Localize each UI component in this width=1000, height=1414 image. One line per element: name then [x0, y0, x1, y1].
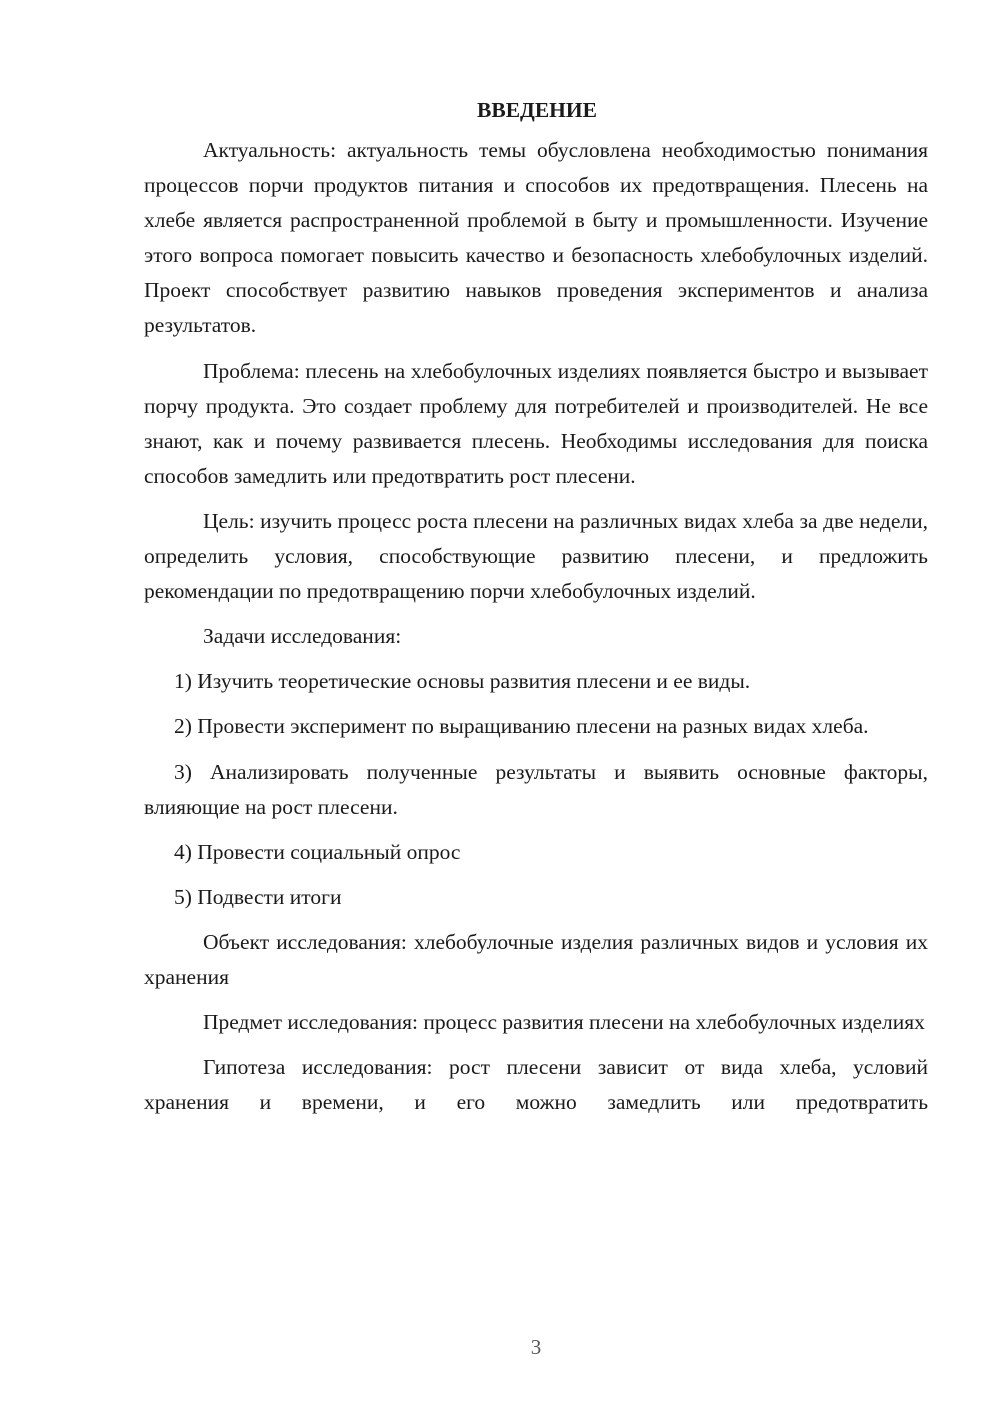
paragraph-relevance: Актуальность: актуальность темы обусловлена необходимостью понимания процессов порчи продуктов питания и способов их предотвращения. Плесень на хлебе является распространенной проблемой в быту и промышленности. Изучение этого вопроса помогает повысить качество и безопасность хлебобулочных изделий. Проект способствует развитию навыков проведения экспериментов и анализа результатов.: [144, 138, 928, 338]
section-title: ВВЕДЕНИЕ: [477, 98, 597, 122]
tasks-heading: Задачи исследования:: [203, 624, 402, 649]
task-item-5: 5) Подвести итоги: [174, 884, 342, 909]
task-item-4: 4) Провести социальный опрос: [174, 839, 461, 864]
task-item-3: 3) Анализировать полученные результаты и выявить основные факторы, влияющие на рост плесени.: [144, 759, 928, 819]
paragraph-subject: Предмет исследования: процесс развития плесени на хлебобулочных изделиях: [203, 1010, 925, 1035]
paragraph-goal: Цель: изучить процесс роста плесени на различных видах хлеба за две недели, определить условия, способствующие развитию плесени, и предложить рекомендации по предотвращению порчи хлебобулочных изделий.: [144, 508, 928, 604]
task-item-1: 1) Изучить теоретические основы развития плесени и ее виды.: [174, 669, 751, 694]
paragraph-hypothesis: Гипотеза исследования: рост плесени зависит от вида хлеба, условий хранения и времени, и его можно замедлить или предотвратить: [144, 1055, 928, 1115]
document-body: [144, 93, 928, 1120]
page-number: 3: [530, 1335, 542, 1359]
task-item-2: 2) Провести эксперимент по выращиванию плесени на разных видах хлеба.: [174, 714, 869, 739]
paragraph-problem: Проблема: плесень на хлебобулочных изделиях появляется быстро и вызывает порчу продукта. Это создает проблему для потребителей и производителей. Не все знают, как и почему развивается плесень. Необходимы исследования для поиска способов замедлить или предотвратить рост плесени.: [144, 358, 928, 488]
paragraph-object: Объект исследования: хлебобулочные изделия различных видов и условия их хранения: [144, 929, 928, 989]
